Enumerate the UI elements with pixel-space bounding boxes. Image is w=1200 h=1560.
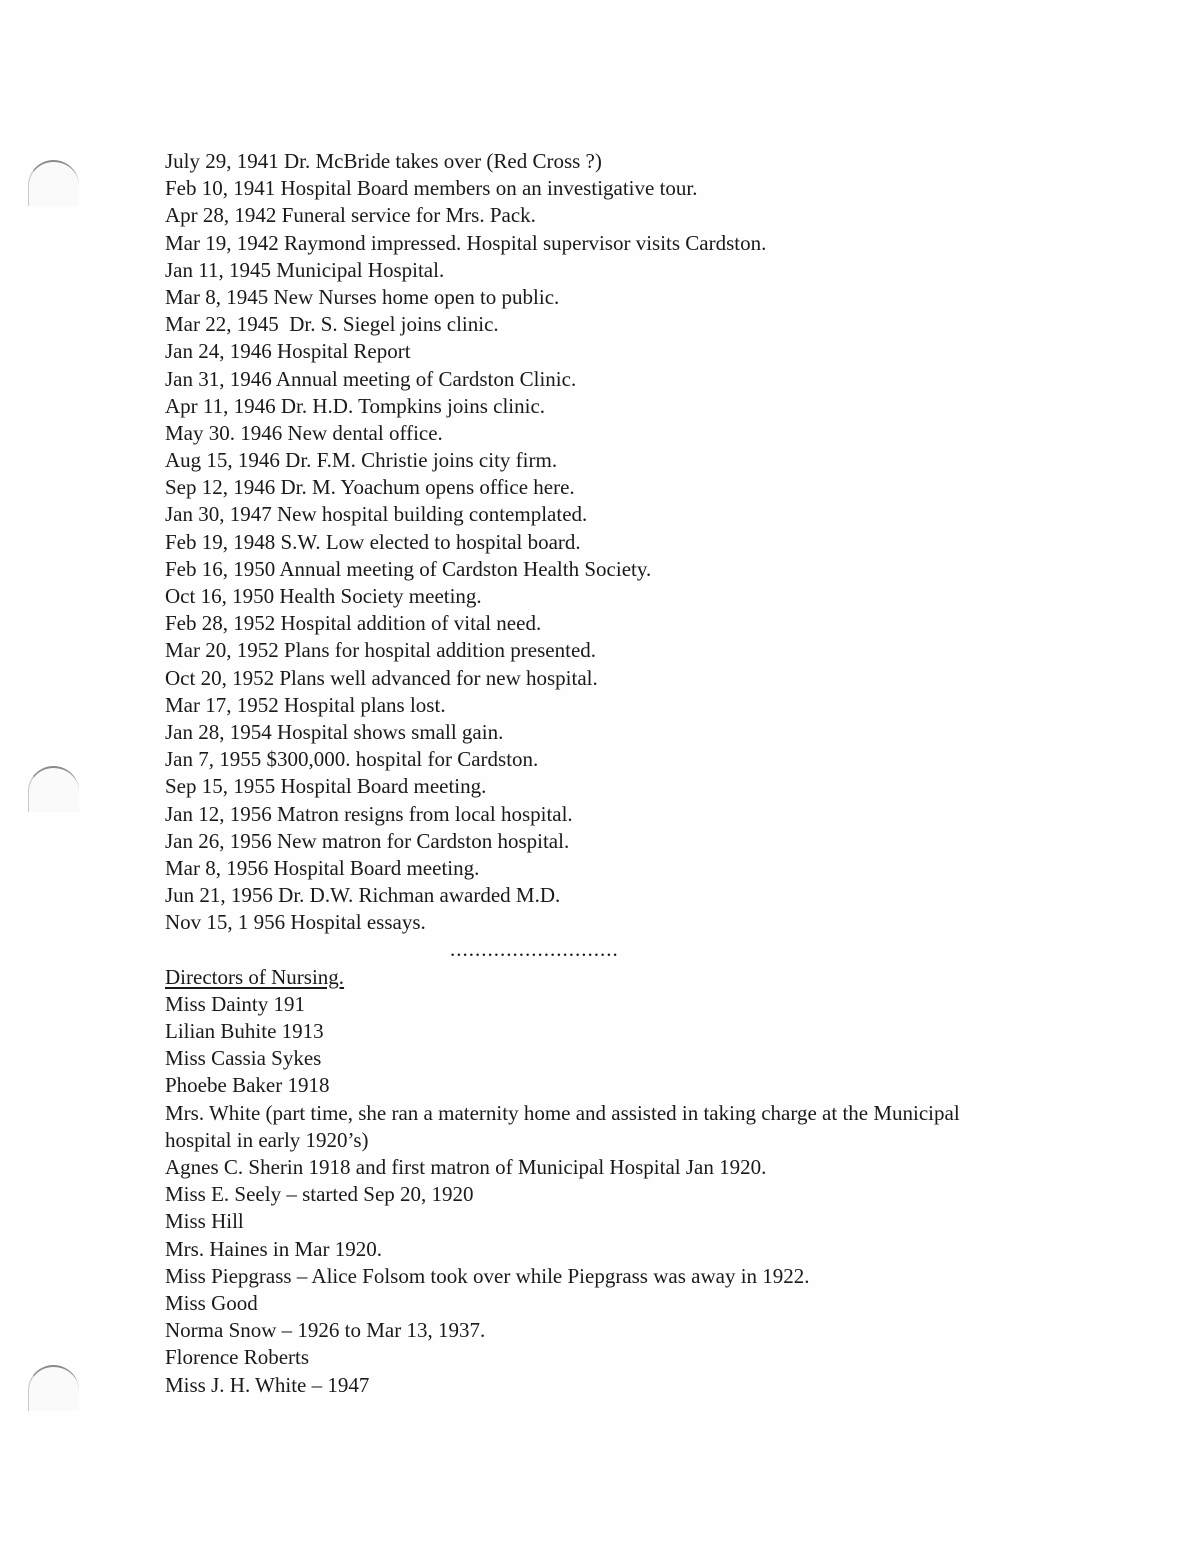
timeline-entry: Mar 20, 1952 Plans for hospital addition presented.: [165, 638, 597, 663]
timeline-entry: Jan 24, 1946 Hospital Report: [165, 339, 411, 364]
timeline-entry: Jan 12, 1956 Matron resigns from local hospital.: [165, 801, 573, 826]
timeline-entry: Mar 8, 1945 New Nurses home open to public.: [165, 284, 560, 309]
timeline-entry: Jan 30, 1947 New hospital building contemplated.: [165, 502, 588, 527]
document-content: [165, 148, 1125, 1399]
director-entry: Miss Good: [165, 1291, 258, 1316]
director-entry: Miss Dainty 191: [165, 991, 306, 1016]
timeline-entry: Sep 12, 1946 Dr. M. Yoachum opens office here.: [165, 475, 575, 500]
timeline-entry: Nov 15, 1 956 Hospital essays.: [165, 910, 426, 935]
timeline-entry: Jan 28, 1954 Hospital shows small gain.: [165, 719, 504, 744]
timeline-entry: Aug 15, 1946 Dr. F.M. Christie joins city firm.: [165, 448, 558, 473]
dotted-separator: ...........................: [450, 937, 619, 962]
timeline-entry: Feb 10, 1941 Hospital Board members on an investigative tour.: [165, 176, 698, 201]
timeline-entry: Mar 19, 1942 Raymond impressed. Hospital supervisor visits Cardston.: [165, 230, 767, 255]
timeline-entry: July 29, 1941 Dr. McBride takes over (Red Cross ?): [165, 149, 602, 173]
director-entry: Miss J. H. White – 1947: [165, 1372, 370, 1397]
director-entry: Miss Cassia Sykes: [165, 1046, 322, 1071]
timeline-entry: Jan 7, 1955 $300,000. hospital for Cardston.: [165, 747, 539, 772]
timeline-entry: Feb 28, 1952 Hospital addition of vital need.: [165, 611, 542, 636]
timeline-entry: Jan 31, 1946 Annual meeting of Cardston Clinic.: [165, 366, 577, 391]
timeline-list: [165, 148, 1125, 936]
director-entry: Miss E. Seely – started Sep 20, 1920: [165, 1182, 474, 1207]
director-entry: Lilian Buhite 1913: [165, 1019, 324, 1044]
director-entry: Miss Hill: [165, 1209, 244, 1234]
timeline-entry: Feb 19, 1948 S.W. Low elected to hospital board.: [165, 529, 581, 554]
director-entry: Phoebe Baker 1918: [165, 1073, 330, 1098]
timeline-entry: May 30. 1946 New dental office.: [165, 420, 443, 445]
punch-hole-middle: [28, 766, 79, 812]
timeline-entry: Mar 22, 1945 Dr. S. Siegel joins clinic.: [165, 312, 499, 337]
timeline-entry: Feb 16, 1950 Annual meeting of Cardston Health Society.: [165, 556, 652, 581]
timeline-entry: Oct 16, 1950 Health Society meeting.: [165, 584, 482, 608]
timeline-entry: Oct 20, 1952 Plans well advanced for new hospital.: [165, 665, 598, 690]
directors-heading: Directors of Nursing.: [165, 964, 345, 989]
timeline-entry: Mar 17, 1952 Hospital plans lost.: [165, 692, 446, 717]
timeline-entry: Jan 26, 1956 New matron for Cardston hospital.: [165, 828, 570, 853]
director-entry: Mrs. Haines in Mar 1920.: [165, 1236, 382, 1261]
timeline-entry: Jun 21, 1956 Dr. D.W. Richman awarded M.D.: [165, 883, 561, 908]
director-entry: Agnes C. Sherin 1918 and first matron of Municipal Hospital Jan 1920.: [165, 1155, 767, 1180]
timeline-entry: Apr 28, 1942 Funeral service for Mrs. Pack.: [165, 203, 536, 228]
director-entry: Miss Piepgrass – Alice Folsom took over while Piepgrass was away in 1922.: [165, 1263, 810, 1288]
director-entry: Norma Snow – 1926 to Mar 13, 1937.: [165, 1318, 486, 1343]
punch-hole-bottom: [28, 1365, 79, 1411]
punch-hole-top: [28, 160, 79, 206]
director-entry: Florence Roberts: [165, 1345, 310, 1370]
directors-list: [165, 991, 1125, 1399]
timeline-entry: Jan 11, 1945 Municipal Hospital.: [165, 257, 445, 282]
timeline-entry: Apr 11, 1946 Dr. H.D. Tompkins joins clinic.: [165, 393, 546, 418]
timeline-entry: Mar 8, 1956 Hospital Board meeting.: [165, 855, 480, 880]
director-entry: Mrs. White (part time, she ran a maternity home and assisted in taking charge at the Municipal hospital in early 1920’s): [165, 1100, 960, 1152]
timeline-entry: Sep 15, 1955 Hospital Board meeting.: [165, 774, 487, 799]
